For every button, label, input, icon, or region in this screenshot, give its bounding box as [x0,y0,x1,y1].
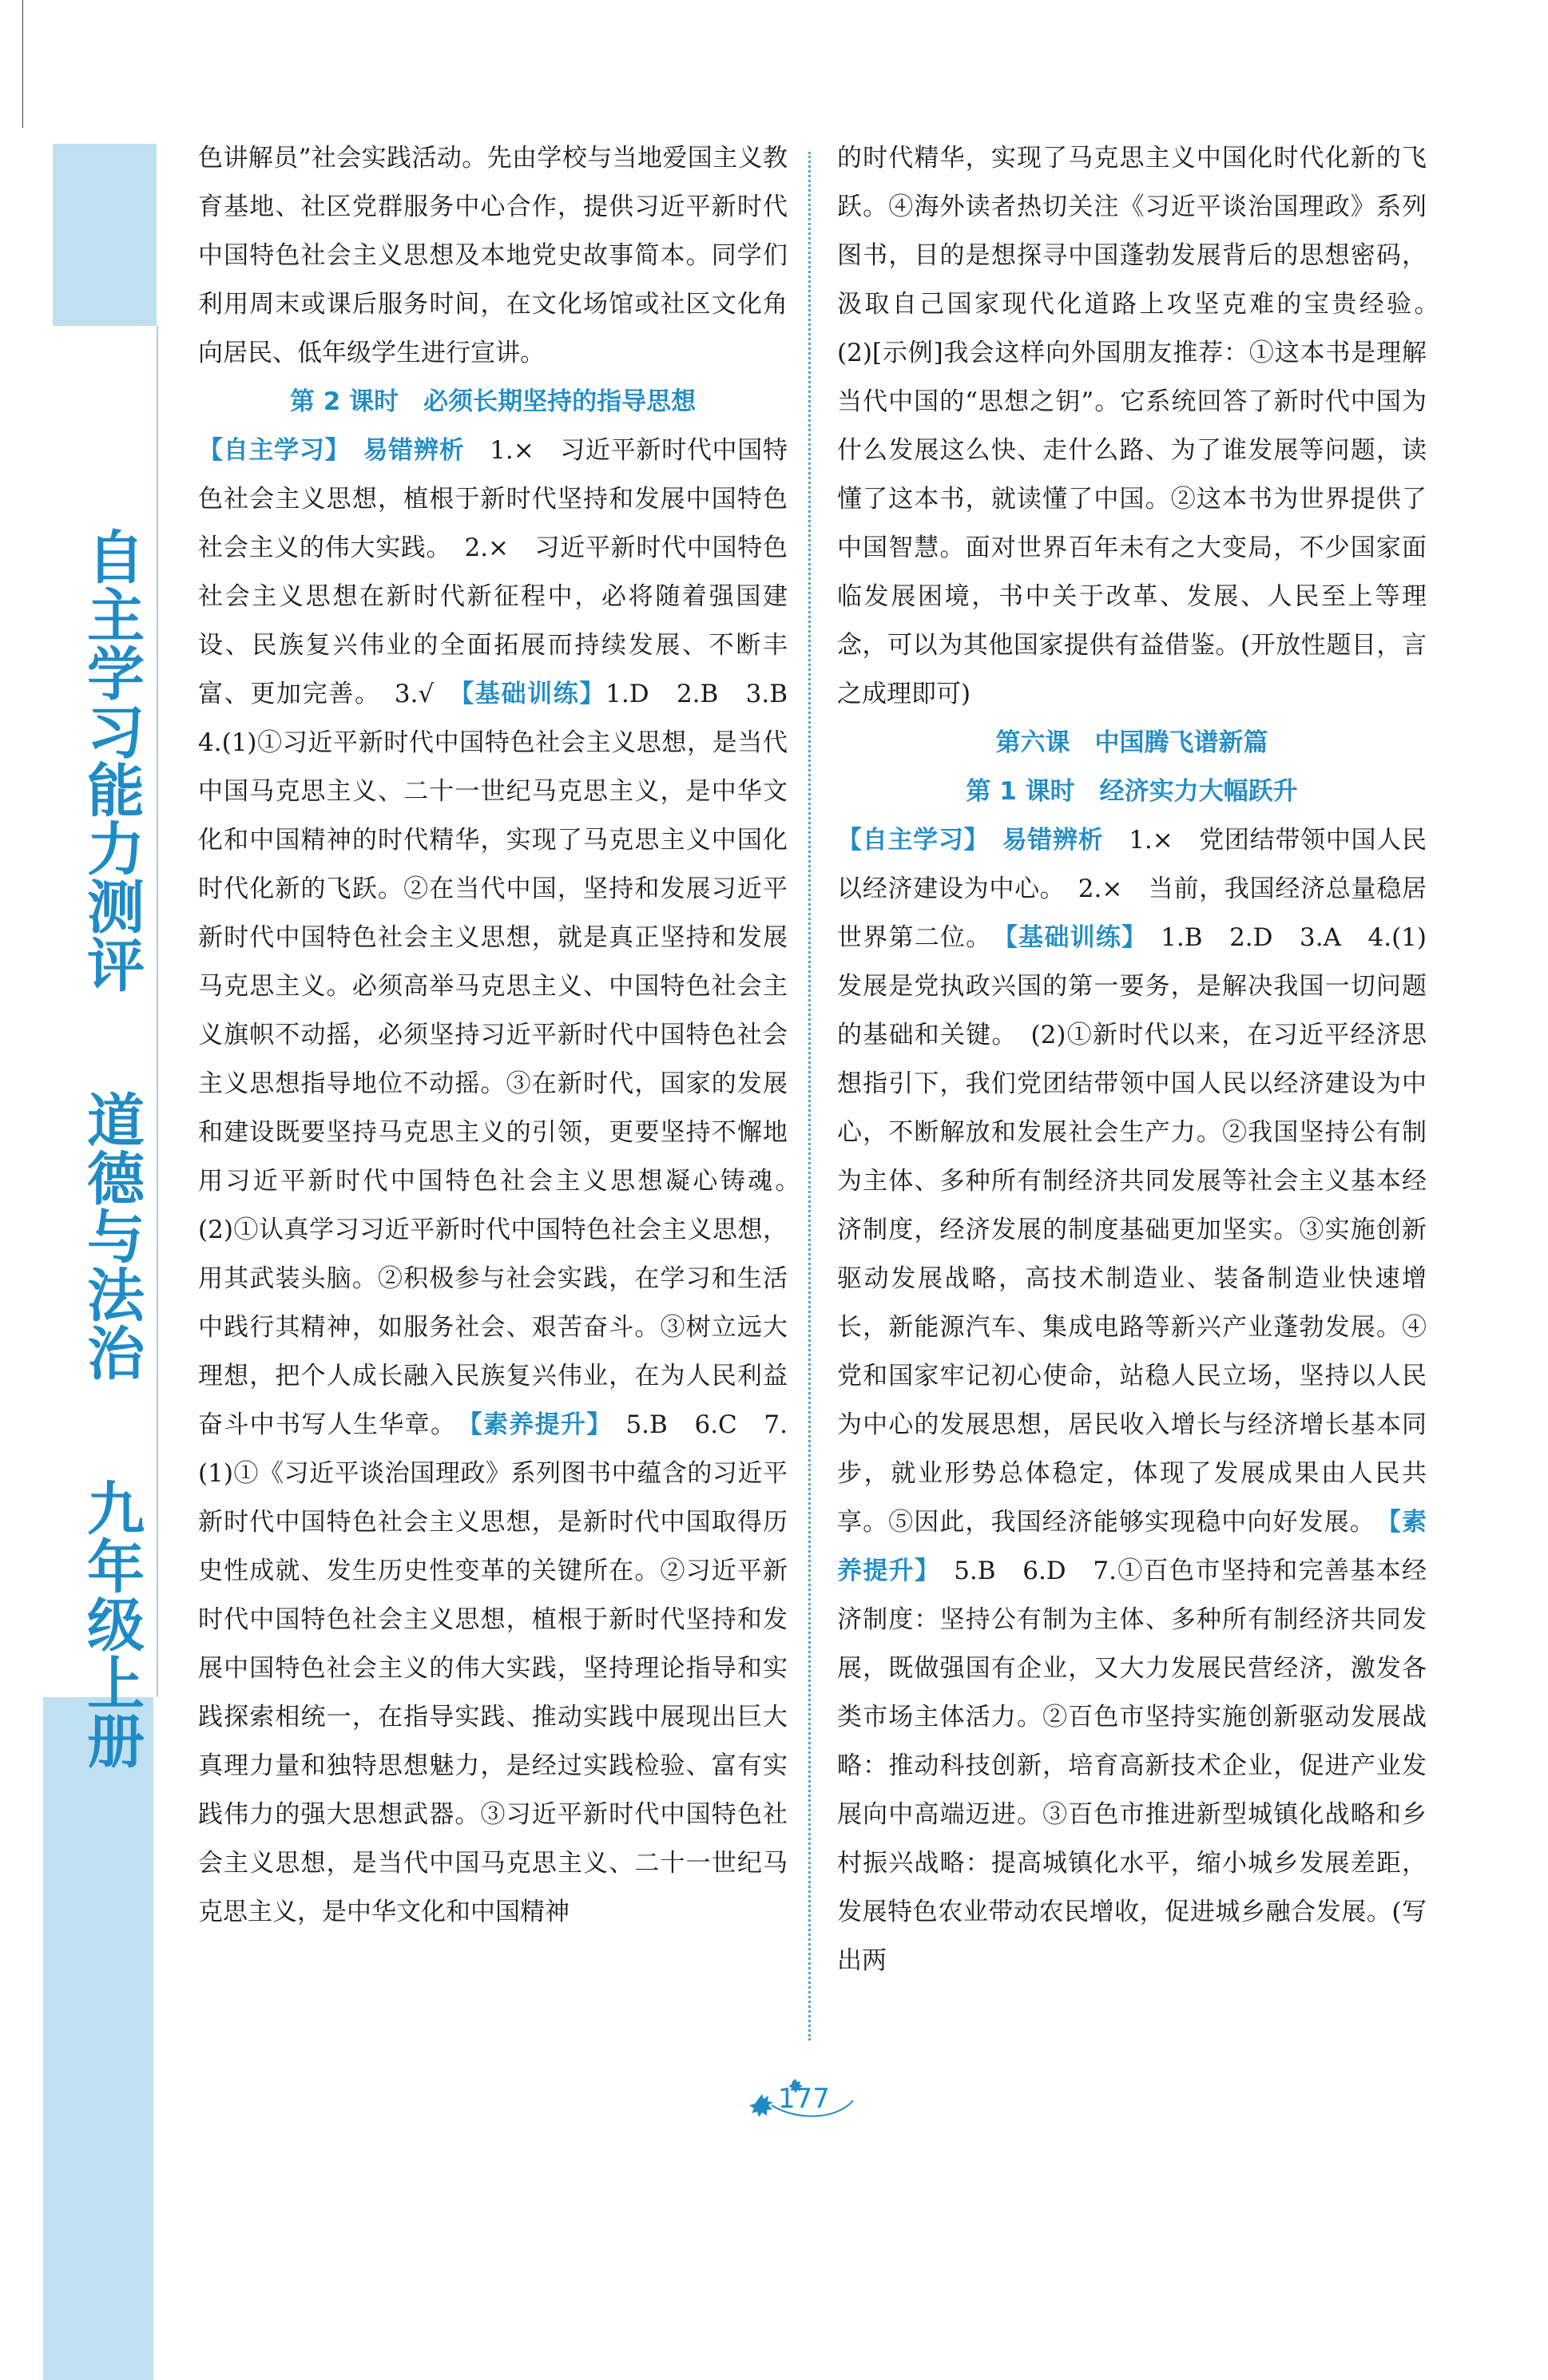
left-text-column [198,134,813,1937]
page-number-badge [733,2077,861,2121]
answer-text: 1.D 2.B 3.B 4.(1)①习近平新时代中国特色社会主义思想，是当代中国马克思主义、二十一世纪马克思主义，是中华文化和中国精神的时代精华，实现了马克思主义中国化时代化新的飞跃。②在当代中国，坚持和发展习近平新时代中国特色社会主义思想，就是真正坚持和发展马克思主义。必须高举马克思主义、中国特色社会主义旗帜不动摇，必须坚持习近平新时代中国特色社会主义思想指导地位不动摇。③在新时代，国家的发展和建设既要坚持马克思主义的引领，更要坚持不懈地用习近平新时代中国特色社会主义思想凝心铸魂。 (2)①认真学习习近平新时代中国特色社会主义思想，用其武装头脑。②积极参与社会实践，在学习和生活中践行其精神，如服务社会、艰苦奋斗。③树立远大理想，把个人成长融入民族复兴伟业，在为人民利益奋斗中书写人生华章。 [198,680,813,1439]
answer-text: 5.B 6.C 7.(1)①《习近平谈治国理政》系列图书中蕴含的习近平新时代中国特色社会主义思想，是新时代中国取得历史性成就、发生历史性变革的关键所在。②习近平新时代中国特色社会主义思想，植根于新时代坚持和发展中国特色社会主义的伟大实践，坚持理论指导和实践探索相统一，在指导实践、推动实践中展现出巨大真理力量和独特思想魅力，是经过实践检验、富有实践伟力的强大思想武器。③习近平新时代中国特色社会主义思想，是当代中国马克思主义、二十一世纪马克思主义，是中华文化和中国精神 [198,1410,788,1926]
section-heading: 第六课 中国腾飞谱新篇 [995,728,1268,757]
book-title-vertical [67,527,155,1799]
body-paragraph: 的时代精华，实现了马克思主义中国化时代化新的飞跃。④海外读者热切关注《习近平谈治国理政》系列图书，目的是想探寻中国蓬勃发展背后的思想密码，汲取自己国家现代化道路上攻坚克难的宝贵经验。 (2)[示例]我会这样向外国朋友推荐：①这本书是理解当代中国的“思想之钥”。它系统回答了新时代中国为什么发展这么快、走什么路、为了谁发展等问题，读懂了这本书，就读懂了中国。②这本书为世界提供了中国智慧。面对世界百年未有之大变局，不少国家面临发展困境，书中关于改革、发展、人民至上等理念，可以为其他国家提供有益借鉴。(开放性题目，言之成理即可) [837,144,1451,708]
margin-rule [22,0,23,128]
answer-text: 5.B 6.D 7.①百色市坚持和完善基本经济制度：坚持公有制为主体、多种所有制经济共同发展，既做强国有企业，又大力发展民营经济，激发各类市场主体活力。②百色市坚持实施创新驱动发展战略：推动科技创新，培育高新技术企业，促进产业发展向中高端迈进。③百色市推进新型城镇化战略和乡村振兴战略：提高城镇化水平，缩小城乡发展差距，发展特色农业带动农民增收，促进城乡融合发展。(写出两 [837,1557,1427,1975]
section-tag: 【素养提升】 [837,1508,1427,1585]
section-tag: 【素养提升】 [470,1410,601,1439]
body-paragraph: 色讲解员”社会实践活动。先由学校与当地爱国主义教育基地、社区党群服务中心合作，提供习近平新时代中国特色社会主义思想及本地党史故事简本。同学们利用周末或课后服务时间，在文化场馆或社区文化角向居民、低年级学生进行宣讲。 [198,144,788,367]
answer-paragraph [837,816,1427,1985]
section-tag: 【基础训练】 [1005,923,1135,952]
answer-text: 1.× 党团结带领中国人民以经济建设为中心。 2.× 当前，我国经济总量稳居世界第二位。 [837,826,1427,952]
right-text-column [837,134,1451,1985]
side-color-block-top [53,144,157,326]
page-number: 177 [778,2083,830,2115]
answer-paragraph [198,426,813,1937]
column-divider [808,152,811,2041]
book-grade: 九年级上册 [77,1478,145,1770]
answer-text: 1.× 习近平新时代中国特色社会主义思想，植根于新时代坚持和发展中国特色社会主义的伟大实践。 2.× 习近平新时代中国特色社会主义思想在新时代新征程中，必将随着强国建设、民族复兴伟业的全面拓展而持续发展、不断丰富、更加完善。 3.√ [198,436,788,708]
section-heading: 第 2 课时 必须长期坚持的指导思想 [289,387,697,416]
section-heading: 第 1 课时 经济实力大幅跃升 [966,777,1298,806]
book-series-title: 自主学习能力测评 [77,527,145,994]
section-tag: 【自主学习】 易错辨析 [198,436,465,465]
side-rule [157,326,158,1697]
side-color-block-bottom [43,1697,153,2380]
section-tag: 【基础训练】 [461,680,606,708]
book-subject: 道德与法治 [77,1090,145,1382]
answer-text: 1.B 2.D 3.A 4.(1)发展是党执政兴国的第一要务，是解决我国一切问题的基础和关键。 (2)①新时代以来，在习近平经济思想指引下，我们党团结带领中国人民以经济建设为中心，不断解放和发展社会生产力。②我国坚持公有制为主体、多种所有制经济共同发展等社会主义基本经济制度，经济发展的制度基础更加坚实。③实施创新驱动发展战略，高技术制造业、装备制造业快速增长，新能源汽车、集成电路等新兴产业蓬勃发展。④党和国家牢记初心使命，站稳人民立场，坚持以人民为中心的发展思想，居民收入增长与经济增长基本同步，就业形势总体稳定，体现了发展成果由人民共享。⑤因此，我国经济能够实现稳中向好发展。 [837,923,1427,1537]
section-tag: 【自主学习】 易错辨析 [837,826,1104,855]
